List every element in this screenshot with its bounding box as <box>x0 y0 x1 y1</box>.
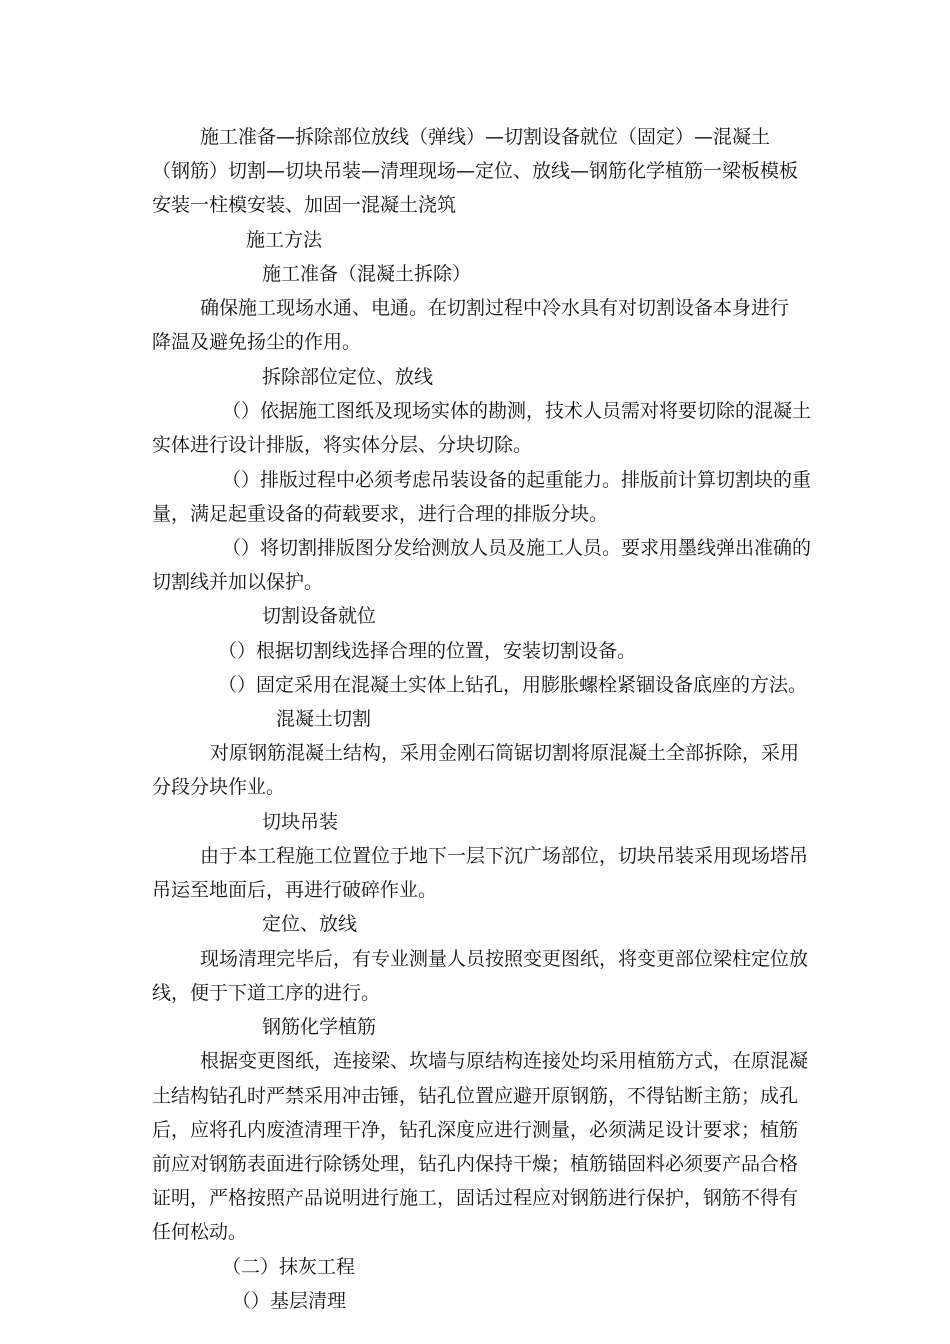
paragraph-line: 任何松动。 <box>152 1221 248 1243</box>
heading-demolition-position: 拆除部位定位、放线 <box>262 366 434 388</box>
paragraph-line: 土结构钻孔时严禁采用冲击锤，钻孔位置应避开原钢筋，不得钻断主筋；成孔 <box>152 1085 799 1107</box>
paragraph-line: 后，应将孔内废渣清理干净，钻孔深度应进行测量，必须满足设计要求；植筋 <box>152 1119 799 1141</box>
heading-chemical-rebar: 钢筋化学植筋 <box>262 1016 377 1038</box>
list-item-line: （）根据切割线选择合理的位置，安装切割设备。 <box>218 640 637 662</box>
flow-text-line: 安装一柱模安装、加固一混凝土浇筑 <box>152 194 457 216</box>
list-item-line: （）固定采用在混凝土实体上钻孔，用膨胀螺栓紧锢设备底座的方法。 <box>218 674 808 696</box>
flow-text-line: （钢筋）切割—切块吊装—清理现场—定位、放线—钢筋化学植筋一梁板模板 <box>152 160 799 182</box>
heading-concrete-cutting: 混凝土切割 <box>276 708 372 730</box>
paragraph-line: 降温及避免扬尘的作用。 <box>152 331 362 353</box>
list-item-line: （）排版过程中必须考虑吊装设备的起重能力。排版前计算切割块的重 <box>222 469 812 491</box>
section-heading-plastering: （二）抹灰工程 <box>222 1256 356 1278</box>
heading-setting-out: 定位、放线 <box>262 913 358 935</box>
paragraph-line: 前应对钢筋表面进行除锈处理，钻孔内保持干燥；植筋锚固料必须要产品合格 <box>152 1153 799 1175</box>
heading-equipment-positioning: 切割设备就位 <box>262 605 377 627</box>
paragraph-line: 证明，严格按照产品说明进行施工，固话过程应对钢筋进行保护，钢筋不得有 <box>152 1187 799 1209</box>
flow-text-line: 施工准备—拆除部位放线（弹线）—切割设备就位（固定）—混凝土 <box>200 126 771 148</box>
heading-block-lifting: 切块吊装 <box>262 811 339 833</box>
list-item-line: 量，满足起重设备的荷载要求，进行合理的排版分块。 <box>152 503 609 525</box>
paragraph-line: 吊运至地面后，再进行破碎作业。 <box>152 879 438 901</box>
paragraph-line: 分段分块作业。 <box>152 776 286 798</box>
paragraph-line: 对原钢筋混凝土结构，采用金刚石筒锯切割将原混凝土全部拆除，采用 <box>210 742 800 764</box>
paragraph-line: 线，便于下道工序的进行。 <box>152 982 381 1004</box>
paragraph-line: 根据变更图纸，连接梁、坎墙与原结构连接处均采用植筋方式，在原混凝 <box>200 1050 809 1072</box>
heading-construction-method: 施工方法 <box>246 229 323 251</box>
subheading-base-cleaning: （）基层清理 <box>232 1290 347 1312</box>
paragraph-line: 由于本工程施工位置位于地下一层下沉广场部位，切块吊装采用现场塔吊 <box>200 845 809 867</box>
heading-construction-prep: 施工准备（混凝土拆除） <box>262 263 472 285</box>
paragraph-line: 确保施工现场水通、电通。在切割过程中冷水具有对切割设备本身进行 <box>200 297 790 319</box>
paragraph-line: 现场清理完毕后，有专业测量人员按照变更图纸，将变更部位梁柱定位放 <box>200 948 809 970</box>
list-item-line: 实体进行设计排版，将实体分层、分块切除。 <box>152 434 533 456</box>
list-item-line: （）依据施工图纸及现场实体的勘测，技术人员需对将要切除的混凝土 <box>222 400 812 422</box>
list-item-line: （）将切割排版图分发给测放人员及施工人员。要求用墨线弹出准确的 <box>222 537 812 559</box>
list-item-line: 切割线并加以保护。 <box>152 571 324 593</box>
